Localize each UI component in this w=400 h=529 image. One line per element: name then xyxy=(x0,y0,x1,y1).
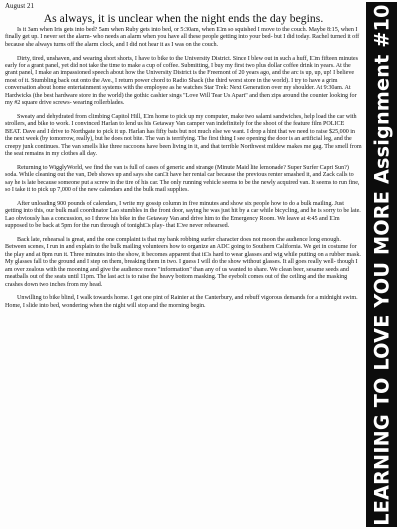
paragraph: Unwilling to bike blind, I walk towards home. I get one pint of Rainier at the Canterbury, and rebuff vigorous demands for a midnight swim. Home, I slide into bed, wondering when the night will stop and the morning begin. xyxy=(5,295,358,309)
paragraph: Returning to WigglyWorld, we find the van is full of cases of generic and strange (Minute Maid lite lemonade? Super Surfer Capri Sun?) soda. While cleaning out the van, Deb shows up and says she can□t have her rental car because the previous renter smashed it, and Zack calls to say he is late because someone put a screw in the tire of his car. The only running vehicle seems to be the newly acquired van. It seems to run fine, so I take it to pick up 7,000 of the new calendars and the bulk mail supplies. xyxy=(5,164,360,194)
paragraph: Dirty, tired, unshaven, and wearing short shorts, I have to bike to the University District. Since I blew out in such a huff, I□m fifteen minutes early for a grant panel, yet did not take the time to make a cup of coffee. Submitting, I buy my first two plus dollar coffee drink in years. At the grant panel, I make an impassioned speech about how the University District is the Freemont of 20 years ago, and the arc is up, up, up! I believe most of it. Stumbling back out onto the Ave., I return power chord to Radio Shack (the third worst store in the world). I try to have a grim conversation about home entertainment systems with the employee as he watches Star Trek: Next Generation over my shoulder. At 9:30am. At Hardwicks (the best hardware store in the world) the gothic cashier sings "Love Will Tear Us Apart" and then zips around the counter looking for my #2 square drive screws- wearing rollerblades. xyxy=(5,55,359,107)
diary-content xyxy=(5,2,362,527)
diary-body xyxy=(5,27,362,310)
title-sidebar xyxy=(366,2,397,527)
paragraph: Is it 3am when Iris gets into bed? 5am when Ruby gets into bed, or 5:30am, when I□m so squished I move to the couch. Maybe 8:15, when I finally get up. I never set the alarm- who needs an alarm when you have all these people getting into your bed- but I did today. Rachel turned it off because she always turns off the alarm clock, and I did not hear it as I was on the couch. xyxy=(5,27,360,48)
sidebar-title: LEARNING TO LOVE YOU MORE Assignment #10 xyxy=(370,3,393,526)
headline: As always, it is unclear when the night ends the day begins. xyxy=(43,12,324,25)
paragraph: After unloading 900 pounds of calendars, I write my gossip column in five minutes and show six people how to do a bulk mailing. Just getting into this, our bulk mail coordinator Lao stumbles in the front door, saying he was just hit by a car while bicycling, and he is sorry to be late. Lao obviously has a concussion, so I throw his bike in the Getaway Van and drive him to the Emergency Room. We leave at 4:45 and I□m supposed to be back at 5pm for the run through of tonight□s play- that I□ve never rehearsed. xyxy=(5,200,361,230)
paragraph: Sweaty and dehydrated from climbing Capitol Hill, I□m home to pick up my computer, make two salami sandwiches, help load the car with strollers, and bike to work. I convinced Harlan to lend us his Getaway Van camper van indefinitely for the shoot of the feature film POLICE BEAT. Dave and I drive to Northgate to pick it up. Harlan has fifty bats but not much else we want. I drop a hint that we need to raise $25,000 in the next week (by tomorrow, really), but he does not bite. The van is terrifying. The first thing I see opening the door is an artificial leg, and the creepy junk continues. The van smells like three raccoons have been living in it, and that terrible Northwest mildew makes me gag. The smell from the seat remains in my clothes all day. xyxy=(5,113,362,158)
entry-date: August 21 xyxy=(5,2,34,10)
paragraph: Back late, rehearsal is great, and the one complaint is that my bank robbing surfer character does not moon the audience long enough. Between scenes, I run in and explain to the bulk mailing volunteers how to organize an ADC going to Southern California. We get in costume for the play and at 8pm run it. Three minutes into the show, it becomes apparent that it□s hard to wear glasses and wig while putting on a rubber mask. My glasses fall to the ground and I step on them, breaking them in two. I guess I will do the show without glasses. It all goes really well- though I am over zealous with the mooning and give the audience more "information" than any of us wanted to share. We clean beer, sesame seeds and meatballs out of the seats until 11pm. The last act is to raise the heavy bottom masking. The eyebolt comes out of the ceiling and the masking crashes down two inches from my head. xyxy=(5,236,361,288)
